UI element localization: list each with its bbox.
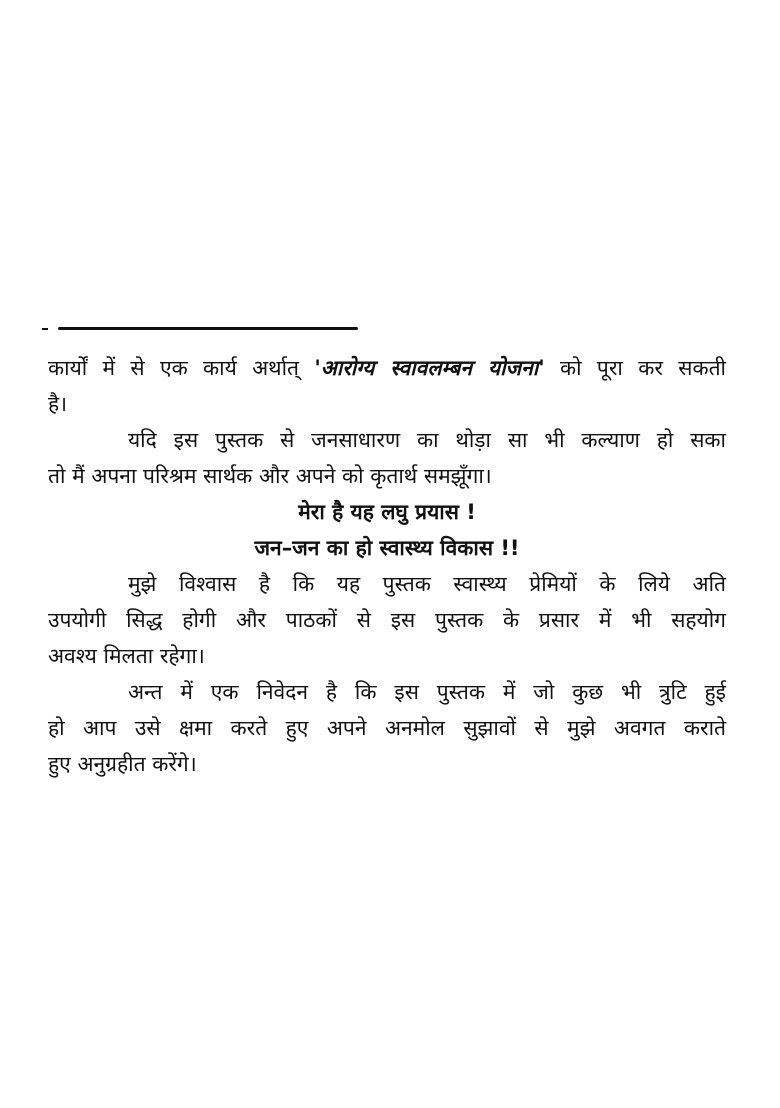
paragraph3-line1: मुझे विश्वास है कि यह पुस्तक स्वास्थ्य प्रेमियों के लिये अति [128, 572, 726, 596]
paragraph2-line1: यदि इस पुस्तक से जनसाधारण का थोड़ा सा भी कल्याण हो सका [128, 428, 726, 452]
paragraph3-line3: अवश्य मिलता रहेगा। [48, 644, 205, 668]
paragraph3-line2: उपयोगी सिद्ध होगी और पाठकों से इस पुस्तक के प्रसार में भी सहयोग [48, 608, 726, 632]
page-body [48, 350, 726, 782]
scheme-name-italic: 'आरोग्य स्वावलम्बन योजना' [314, 356, 545, 380]
paragraph1-line1 [48, 350, 726, 386]
paragraph2-line2: तो मैं अपना परिश्रम सार्थक और अपने को कृतार्थ समझूँगा। [48, 464, 492, 488]
separator-rule [58, 327, 358, 330]
paragraph4-line3: हुए अनुग्रहीत करेंगे। [48, 752, 197, 776]
paragraph1-text-after: को पूरा कर सकती [544, 356, 726, 380]
paragraph1-line2: है। [48, 392, 68, 416]
couplet-line2: जन–जन का हो स्वास्थ्य विकास !! [254, 536, 520, 560]
paragraph1-text-before: कार्यों में से एक कार्य अर्थात् [48, 356, 315, 380]
paragraph4-line2: हो आप उसे क्षमा करते हुए अपने अनमोल सुझावों से मुझे अवगत कराते [48, 716, 726, 740]
paragraph4-line1: अन्त में एक निवेदन है कि इस पुस्तक में जो कुछ भी त्रुटि हुई [128, 680, 726, 704]
couplet-line1: मेरा है यह लघु प्रयास ! [298, 500, 476, 524]
